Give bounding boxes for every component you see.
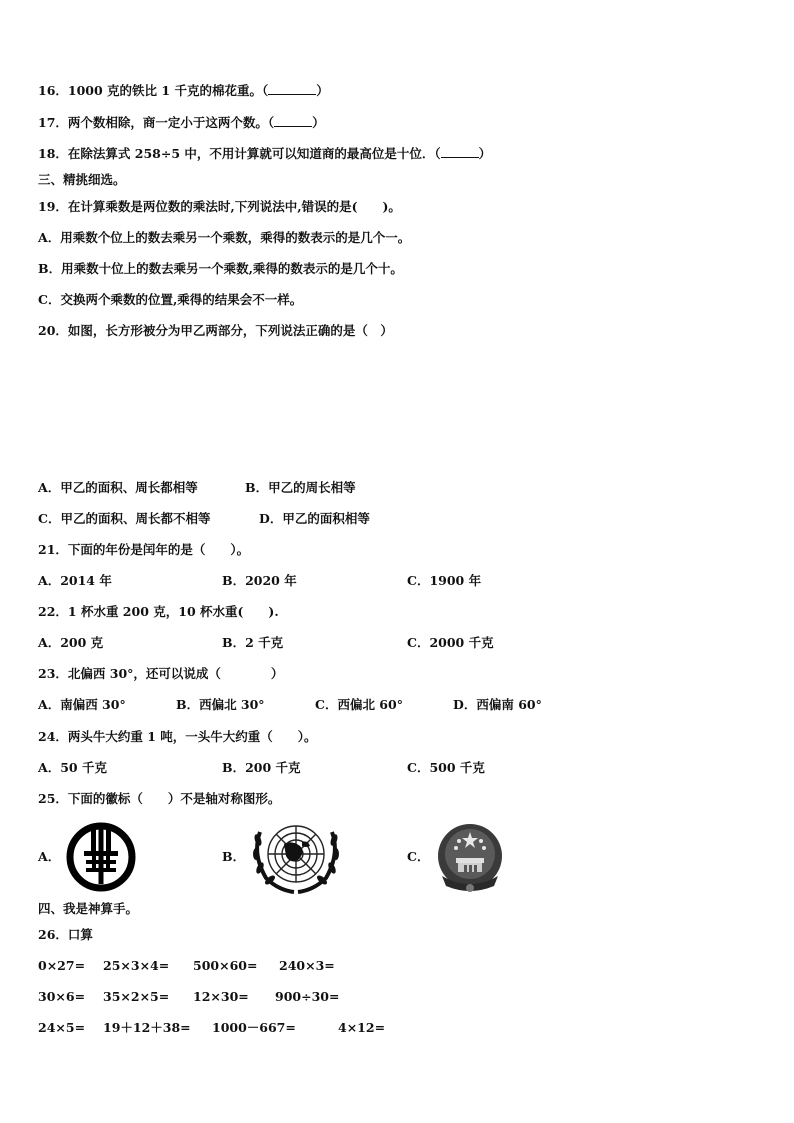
q24-option-a[interactable]: A．50 千克 xyxy=(38,760,107,775)
calc-item[interactable]: 19＋12＋38= xyxy=(103,1020,191,1035)
q17-blank[interactable] xyxy=(274,115,312,127)
q20-option-a[interactable]: A．甲乙的面积、周长都相等 xyxy=(38,480,198,495)
calc-item[interactable]: 240×3= xyxy=(279,958,335,973)
calc-item[interactable]: 25×3×4= xyxy=(103,958,170,973)
national-emblem[interactable] xyxy=(432,820,508,896)
q19-option-a[interactable]: A．用乘数个位上的数去乘另一个乘数，乘得的数表示的是几个一。 xyxy=(38,230,411,245)
q18-close: ） xyxy=(478,146,492,161)
q20-option-d[interactable]: D．甲乙的面积相等 xyxy=(259,511,370,526)
q24-text: 24．两头牛大约重 1 吨，一头牛大约重（ ）。 xyxy=(38,729,317,744)
calc-item[interactable]: 500×60= xyxy=(193,958,258,973)
q18-num: 18． xyxy=(38,146,68,161)
q22-option-c[interactable]: C．2000 千克 xyxy=(407,635,494,650)
q21-option-b[interactable]: B．2020 年 xyxy=(222,573,297,588)
q20-option-c[interactable]: C．甲乙的面积、周长都不相等 xyxy=(38,511,211,526)
q19-text: 19．在计算乘数是两位数的乘法时,下列说法中,错误的是( )。 xyxy=(38,199,401,214)
q16-text: 1000 克的铁比 1 千克的棉花重。（ xyxy=(67,83,269,98)
q22-option-b[interactable]: B．2 千克 xyxy=(222,635,284,650)
q18-line xyxy=(38,146,491,162)
q17-num: 17． xyxy=(38,115,68,130)
q20-text: 20．如图，长方形被分为甲乙两部分，下列说法正确的是（ ） xyxy=(38,323,393,338)
calc-item[interactable]: 35×2×5= xyxy=(103,989,170,1004)
calc-item[interactable]: 900÷30= xyxy=(275,989,340,1004)
q25-option-c-label[interactable]: C． xyxy=(407,849,430,864)
q16-close: ） xyxy=(316,83,329,98)
q17-close: ） xyxy=(312,115,325,130)
q25-option-b-label[interactable]: B． xyxy=(222,849,246,864)
calc-item[interactable]: 30×6= xyxy=(38,989,86,1004)
section-4-heading: 四、我是神算手。 xyxy=(38,901,139,916)
q21-text: 21．下面的年份是闰年的是（ ）。 xyxy=(38,542,250,557)
q25-text: 25．下面的徽标（ ）不是轴对称图形。 xyxy=(38,791,281,806)
q23-option-b[interactable]: B．西偏北 30° xyxy=(176,697,265,712)
q16-line xyxy=(38,83,329,99)
calc-item[interactable]: 12×30= xyxy=(193,989,249,1004)
united-nations-emblem[interactable] xyxy=(248,814,344,896)
q20-option-b[interactable]: B．甲乙的周长相等 xyxy=(245,480,356,495)
q17-text: 两个数相除，商一定小于这两个数。（ xyxy=(67,115,275,130)
q23-option-c[interactable]: C．西偏北 60° xyxy=(315,697,403,712)
q16-blank[interactable] xyxy=(268,83,316,95)
q23-text: 23．北偏西 30°，还可以说成（ ） xyxy=(38,666,284,681)
q17-line xyxy=(38,115,325,131)
q24-option-b[interactable]: B．200 千克 xyxy=(222,760,301,775)
q18-blank[interactable] xyxy=(441,146,479,158)
calc-item[interactable]: 24×5= xyxy=(38,1020,86,1035)
q21-option-c[interactable]: C．1900 年 xyxy=(407,573,482,588)
q19-option-b[interactable]: B．用乘数十位上的数去乘另一个乘数,乘得的数表示的是几个十。 xyxy=(38,261,403,276)
q19-option-c[interactable]: C．交换两个乘数的位置,乘得的结果会不一样。 xyxy=(38,292,303,307)
q23-option-d[interactable]: D．西偏南 60° xyxy=(453,697,542,712)
section-3-heading: 三、精挑细选。 xyxy=(38,172,126,187)
q25-option-a-label[interactable]: A． xyxy=(38,849,61,864)
q18-text: 在除法算式 258÷5 中，不用计算就可以知道商的最高位是十位．（ xyxy=(67,146,441,161)
calc-item[interactable]: 0×27= xyxy=(38,958,86,973)
agricultural-bank-logo[interactable] xyxy=(64,820,138,894)
q24-option-c[interactable]: C．500 千克 xyxy=(407,760,485,775)
calc-item[interactable]: 1000－667= xyxy=(212,1020,296,1035)
calc-item[interactable]: 4×12= xyxy=(338,1020,386,1035)
q21-option-a[interactable]: A．2014 年 xyxy=(38,573,112,588)
q22-text: 22．1 杯水重 200 克，10 杯水重( ). xyxy=(38,604,279,619)
q16-num: 16． xyxy=(38,83,68,98)
q26-text: 26．口算 xyxy=(38,927,93,942)
q23-option-a[interactable]: A．南偏西 30° xyxy=(38,697,126,712)
q22-option-a[interactable]: A．200 克 xyxy=(38,635,104,650)
